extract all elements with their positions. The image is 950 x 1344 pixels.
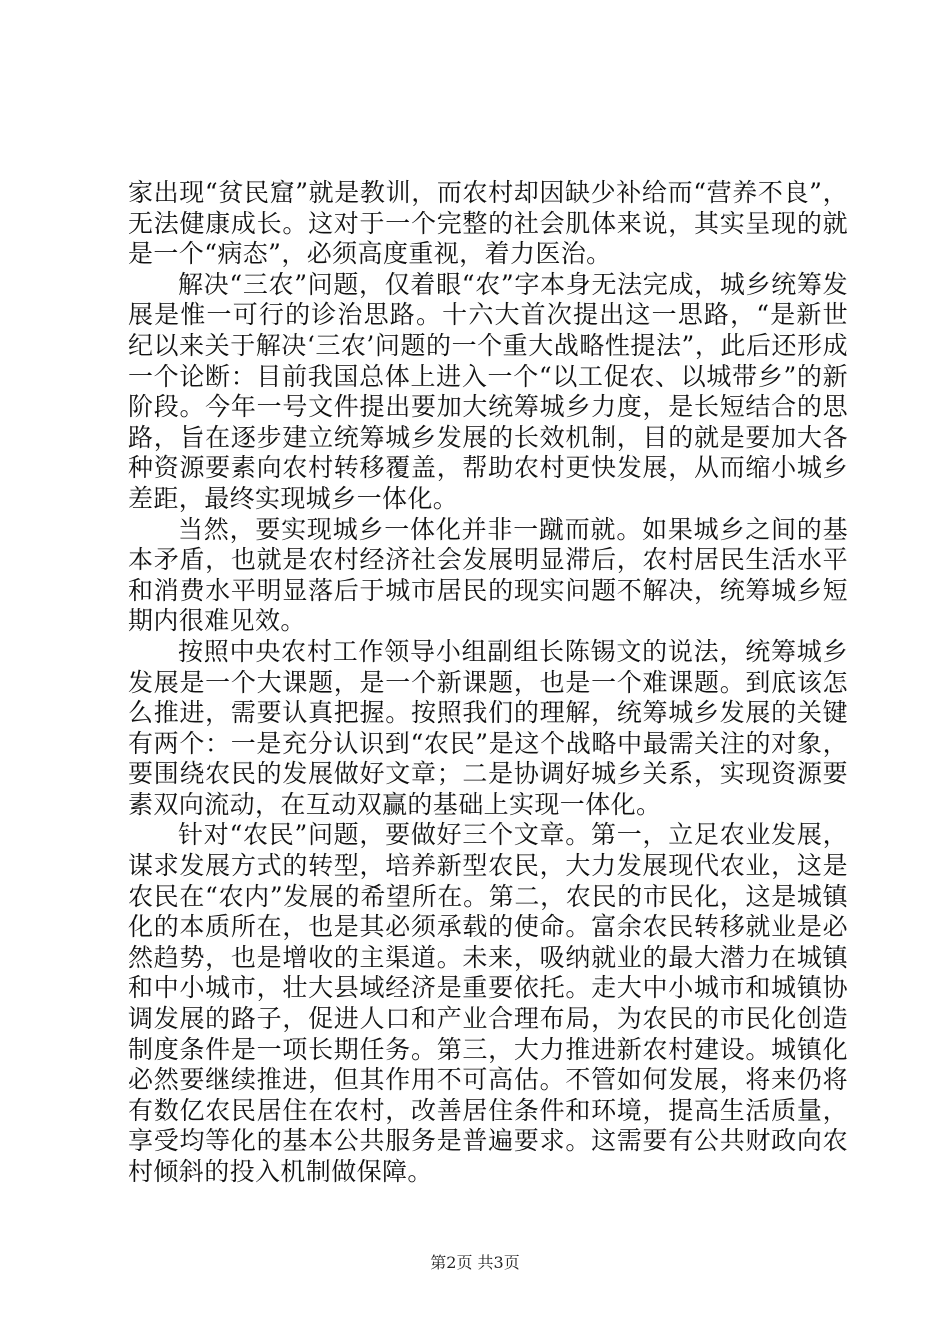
paragraph: 解决“三农”问题，仅着眼“农”字本身无法完成，城乡统筹发展是惟一可行的诊治思路。十六大首次提出这一思路，“是新世纪以来关于解决‘三农’问题的一个重大战略性提法”，此后还形成一个论断：目前我国总体上进入一个“以工促农、以城带乡”的新阶段。今年一号文件提出要加大统筹城乡力度，是长短结合的思路，旨在逐步建立统筹城乡发展的长效机制，目的就是要加大各种资源要素向农村转移覆盖，帮助农村更快发展，从而缩小城乡差距，最终实现城乡一体化。 [128,269,848,513]
document-body [128,178,848,1188]
paragraph: 按照中央农村工作领导小组副组长陈锡文的说法，统筹城乡发展是一个大课题，是一个新课题，也是一个难课题。到底该怎么推进，需要认真把握。按照我们的理解，统筹城乡发展的关键有两个：一是充分认识到“农民”是这个战略中最需关注的对象，要围绕农民的发展做好文章；二是协调好城乡关系，实现资源要素双向流动，在互动双赢的基础上实现一体化。 [128,636,848,819]
paragraph-continued: 家出现“贫民窟”就是教训，而农村却因缺少补给而“营养不良”，无法健康成长。这对于一个完整的社会肌体来说，其实呈现的就是一个“病态”，必须高度重视，着力医治。 [128,178,848,269]
page-number-footer: 第2页 共3页 [430,1253,520,1272]
paragraph: 当然，要实现城乡一体化并非一蹴而就。如果城乡之间的基本矛盾，也就是农村经济社会发展明显滞后，农村居民生活水平和消费水平明显落后于城市居民的现实问题不解决，统筹城乡短期内很难见效。 [128,514,848,636]
paragraph: 针对“农民”问题，要做好三个文章。第一，立足农业发展，谋求发展方式的转型，培养新型农民，大力发展现代农业，这是农民在“农内”发展的希望所在。第二，农民的市民化，这是城镇化的本质所在，也是其必须承载的使命。富余农民转移就业是必然趋势，也是增收的主渠道。未来，吸纳就业的最大潜力在城镇和中小城市，壮大县域经济是重要依托。走大中小城市和城镇协调发展的路子，促进人口和产业合理布局，为农民的市民化创造制度条件是一项长期任务。第三，大力推进新农村建设。城镇化必然要继续推进，但其作用不可高估。不管如何发展，将来仍将有数亿农民居住在农村，改善居住条件和环境，提高生活质量，享受均等化的基本公共服务是普遍要求。这需要有公共财政向农村倾斜的投入机制做保障。 [128,820,848,1186]
